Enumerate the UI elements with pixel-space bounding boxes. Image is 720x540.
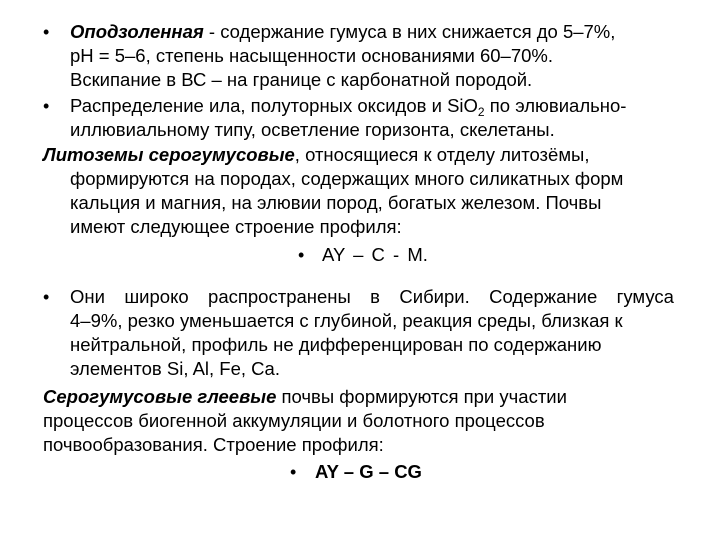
p5-line-2: процессов биогенной аккумуляции и болотного процессов <box>43 410 545 431</box>
p1-line-3: Вскипание в ВС – на границе с карбонатной породой. <box>70 69 533 90</box>
profile-formula-1: AY – C ‑ M. <box>322 244 428 265</box>
profile-formula-2: AY – G – CG <box>315 461 422 482</box>
p1-line-2: pH = 5–6, степень насыщенности основаниями 60–70%. <box>70 45 554 66</box>
p5-term: Серогумусовые глеевые <box>43 386 277 407</box>
p5-line-1 <box>43 385 567 409</box>
p4-word: распространены <box>208 286 351 307</box>
p4-word: гумуса <box>616 286 674 307</box>
p1-line-1 <box>70 20 615 44</box>
p2-line-1-text: Распределение ила, полуторных оксидов и Si <box>70 95 464 116</box>
p4-line-4: элементов Si, Al, Fe, Ca. <box>70 358 280 379</box>
p5-line-1-text: почвы формируются при участии <box>276 386 567 407</box>
p5-line-3: почвообразования. Строение профиля: <box>43 434 384 455</box>
p2-line-2: иллювиальному типу, осветление горизонта, скелетаны. <box>70 119 555 140</box>
p4-line-1 <box>70 285 674 309</box>
bullet-3: • <box>298 245 305 265</box>
p2-line-1 <box>70 94 626 118</box>
p3-line-3: кальция и магния, на элювии пород, богатых железом. Почвы <box>70 192 602 213</box>
p4-word: широко <box>124 286 189 307</box>
p3-line-4: имеют следующее строение профиля: <box>70 216 402 237</box>
subscript-2: 2 <box>477 105 485 119</box>
bullet-1: • <box>43 22 50 42</box>
p3-line-2: формируются на породах, содержащих много силикатных форм <box>70 168 624 189</box>
p4-word: Содержание <box>489 286 598 307</box>
bullet-4: • <box>43 287 50 307</box>
bullet-5: • <box>290 462 297 482</box>
p4-word: Сибири. <box>399 286 470 307</box>
p3-term: Литоземы серогумусовые <box>43 144 295 165</box>
p2-line-1-tail: по элювиально- <box>484 95 627 116</box>
p3-line-1 <box>43 143 590 167</box>
p1-line-1-text: - содержание гумуса в них снижается до 5–7%, <box>203 21 616 42</box>
p4-line-3: нейтральной, профиль не дифференцирован по содержанию <box>70 334 602 355</box>
p4-word: Они <box>70 286 105 307</box>
o-letter: O <box>463 95 478 116</box>
p4-line-2: 4–9%, резко уменьшается с глубиной, реакция среды, близкая к <box>70 310 623 331</box>
p1-term: Оподзоленная <box>70 21 204 42</box>
bullet-2: • <box>43 96 50 116</box>
p4-word: в <box>370 286 380 307</box>
p3-line-1-text: , относящиеся к отделу литозёмы, <box>294 144 590 165</box>
